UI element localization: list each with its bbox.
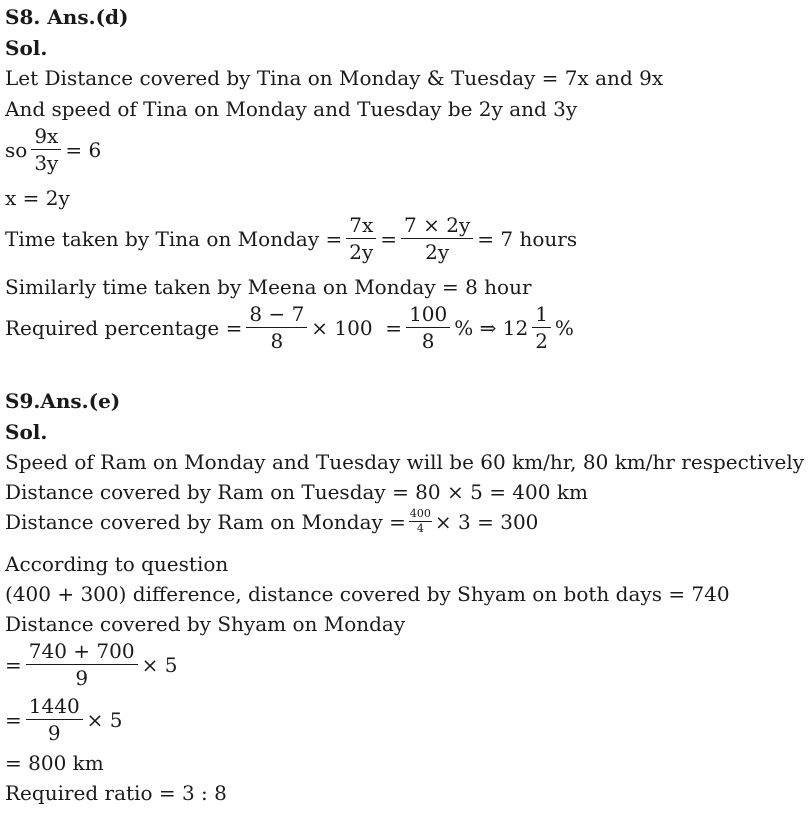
fraction [346,214,376,263]
s8-equation-percentage [5,303,574,352]
eq-middle: × 100 = [311,315,403,340]
fraction [532,303,551,352]
numerator: 740 + 700 [26,640,138,665]
s9-heading: S9.Ans.(e) [5,389,121,413]
eq-prefix: Distance covered by Ram on Monday = [5,509,406,534]
numerator: 1440 [26,695,83,720]
equals-sign: = [380,226,398,251]
denominator: 2y [425,240,450,264]
eq-prefix: Required percentage = [5,315,243,340]
eq-suffix: % [554,315,574,340]
numerator: 7x [346,214,376,239]
s9-line-question: According to question [5,552,229,576]
s8-equation-time [5,214,577,263]
eq-suffix: × 5 [141,652,178,677]
fraction [409,508,432,535]
eq-prefix: = [5,707,22,732]
fraction [31,125,61,174]
s8-equation-x: x = 2y [5,186,70,210]
fraction [401,214,473,263]
s9-sol-label: Sol. [5,420,48,444]
denominator: 2 [535,329,548,353]
denominator: 4 [416,522,424,536]
s8-sol-label: Sol. [5,36,48,60]
eq-suffix: × 5 [86,707,123,732]
numerator: 400 [409,508,432,522]
numerator: 7 × 2y [401,214,473,239]
s9-line-ratio: Required ratio = 3 : 8 [5,781,227,805]
s9-line-tuesday: Distance covered by Ram on Tuesday = 80 × 5 = 400 km [5,480,588,504]
eq-prefix: so [5,137,28,162]
eq-suffix: × 3 = 300 [434,509,539,534]
numerator: 100 [406,303,450,328]
s8-line-meena: Similarly time taken by Meena on Monday = 8 hour [5,275,532,299]
denominator: 8 [270,329,284,353]
fraction [406,303,450,352]
eq-suffix: = 6 [65,137,102,162]
denominator: 9 [75,666,89,690]
fraction [26,695,83,744]
s9-equation-step2 [5,695,123,744]
s9-equation-result: = 800 km [5,751,104,775]
s8-line-speed: And speed of Tina on Monday and Tuesday be 2y and 3y [5,97,578,121]
s9-line-shyam: Distance covered by Shyam on Monday [5,612,406,636]
s8-heading: S8. Ans.(d) [5,5,129,29]
fraction [246,303,307,352]
denominator: 8 [421,329,435,353]
fraction [26,640,138,689]
numerator: 8 − 7 [246,303,307,328]
s9-equation-step1 [5,640,177,689]
solution-document [5,0,805,816]
eq-prefix: Time taken by Tina on Monday = [5,226,343,251]
numerator: 1 [532,303,551,328]
numerator: 9x [31,125,61,150]
denominator: 9 [47,721,61,745]
s9-line-speed: Speed of Ram on Monday and Tuesday will be 60 km/hr, 80 km/hr respectively [5,450,805,474]
denominator: 2y [349,240,374,264]
s8-equation-ratio [5,125,101,174]
eq-middle-2: % ⇒ 12 [454,315,529,340]
s8-line-distance: Let Distance covered by Tina on Monday & Tuesday = 7x and 9x [5,66,664,90]
s9-equation-monday [5,508,538,535]
eq-prefix: = [5,652,22,677]
eq-suffix: = 7 hours [477,226,578,251]
s9-line-difference: (400 + 300) difference, distance covered by Shyam on both days = 740 [5,582,730,606]
denominator: 3y [34,151,59,175]
